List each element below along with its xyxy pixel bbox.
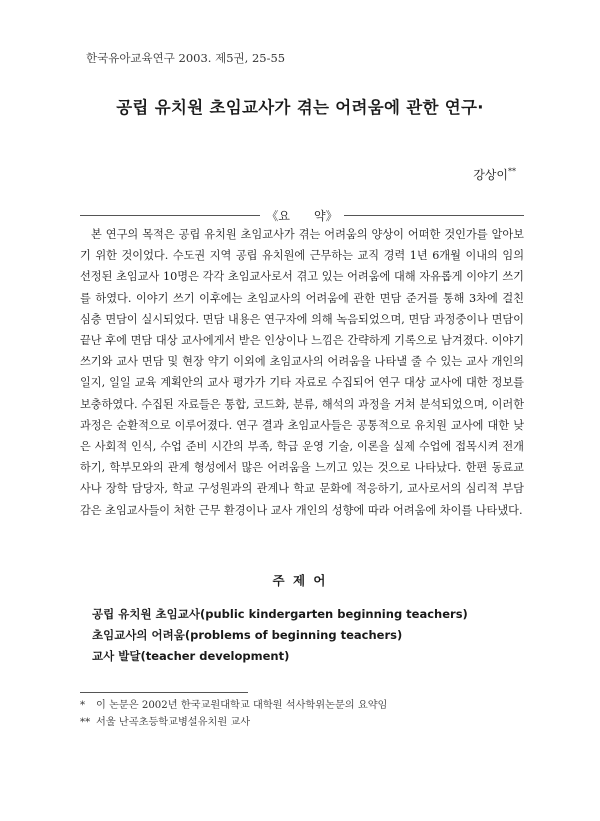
title-text: 공립 유치원 초임교사가 겪는 어려움에 관한 연구 bbox=[116, 98, 478, 117]
keywords-heading: 주 제 어 bbox=[272, 573, 328, 588]
footnote-divider bbox=[80, 692, 248, 693]
author bbox=[473, 166, 516, 183]
abstract-label: 《요 약》 bbox=[266, 208, 338, 223]
keyword-item: 초임교사의 어려움(problems of beginning teachers) bbox=[92, 628, 403, 642]
keywords-list bbox=[92, 604, 468, 667]
keyword-item: 교사 발달(teacher development) bbox=[92, 649, 290, 663]
footnote-text: 서울 난곡초등학교병설유치원 교사 bbox=[96, 717, 251, 728]
paper-title bbox=[0, 94, 600, 118]
footnote-1 bbox=[80, 697, 387, 714]
author-name: 강상이 bbox=[473, 168, 508, 182]
abstract-body: 본 연구의 목적은 공립 유치원 초임교사가 겪는 어려움의 양상이 어떠한 것인가를 알아보기 위한 것이었다. 수도권 지역 공립 유치원에 근무하는 교직 경력 1년 6개월 이내의 임의 선정된 초임교사 10명은 각각 초임교사로서 겪고 있는 어려움에 대해 자유롭게 이야기 쓰기를 하였다. 이야기 쓰기 이후에는 초임교사의 어려움에 관한 면담 준거를 통해 3차에 걸친 심층 면담이 실시되었다. 면담 내용은 연구자에 의해 녹음되었으며, 면담 과정중이나 면담이 끝난 후에 면담 대상 교사에게서 받은 인상이나 느낌은 간략하게 기록으로 남겨졌다. 이야기 쓰기와 교사 면담 및 현장 약기 이외에 초임교사의 어려움을 나타낼 줄 수 있는 교사 개인의 일지, 일일 교육 계획안의 교사 평가가 기타 자료로 수집되어 연구 대상 교사에 대한 정보를 보충하였다. 수집된 자료들은 통합, 코드화, 분류, 해석의 과정을 거쳐 분석되었으며, 이러한 과정은 순환적으로 이루어졌다. 연구 결과 초임교사들은 공통적으로 유치원 교사에 대한 낮은 사회적 인식, 수업 준비 시간의 부족, 학급 운영 기술, 이론을 실제 수업에 접목시켜 전개하기, 학부모와의 관계 형성에서 많은 어려움을 느끼고 있는 것으로 나타났다. 한편 동료교사나 장학 담당자, 학교 구성원과의 관계나 학교 문화에 적응하기, 교사로서의 심리적 부담감은 초임교사들이 처한 근무 환경이나 교사 개인의 성향에 따라 어려움에 차이를 나타냈다. bbox=[80, 228, 524, 517]
keyword-item: 공립 유치원 초임교사(public kindergarten beginning teachers) bbox=[92, 607, 468, 621]
footnote-text: 이 논문은 2002년 한국교원대학교 대학원 석사학위논문의 요약임 bbox=[96, 700, 388, 711]
footnote-2 bbox=[80, 714, 387, 731]
footnote-mark: ** bbox=[80, 717, 91, 728]
abstract-rule-right bbox=[344, 215, 524, 216]
footnotes bbox=[80, 697, 387, 731]
journal-header: 한국유아교육연구 2003. 제5권, 25-55 bbox=[86, 51, 286, 65]
author-footnote-mark: ** bbox=[508, 167, 516, 176]
title-footnote-mark: · bbox=[477, 98, 484, 117]
abstract-rule-left bbox=[80, 215, 260, 216]
footnote-mark: * bbox=[80, 700, 86, 711]
abstract-heading bbox=[80, 208, 524, 222]
